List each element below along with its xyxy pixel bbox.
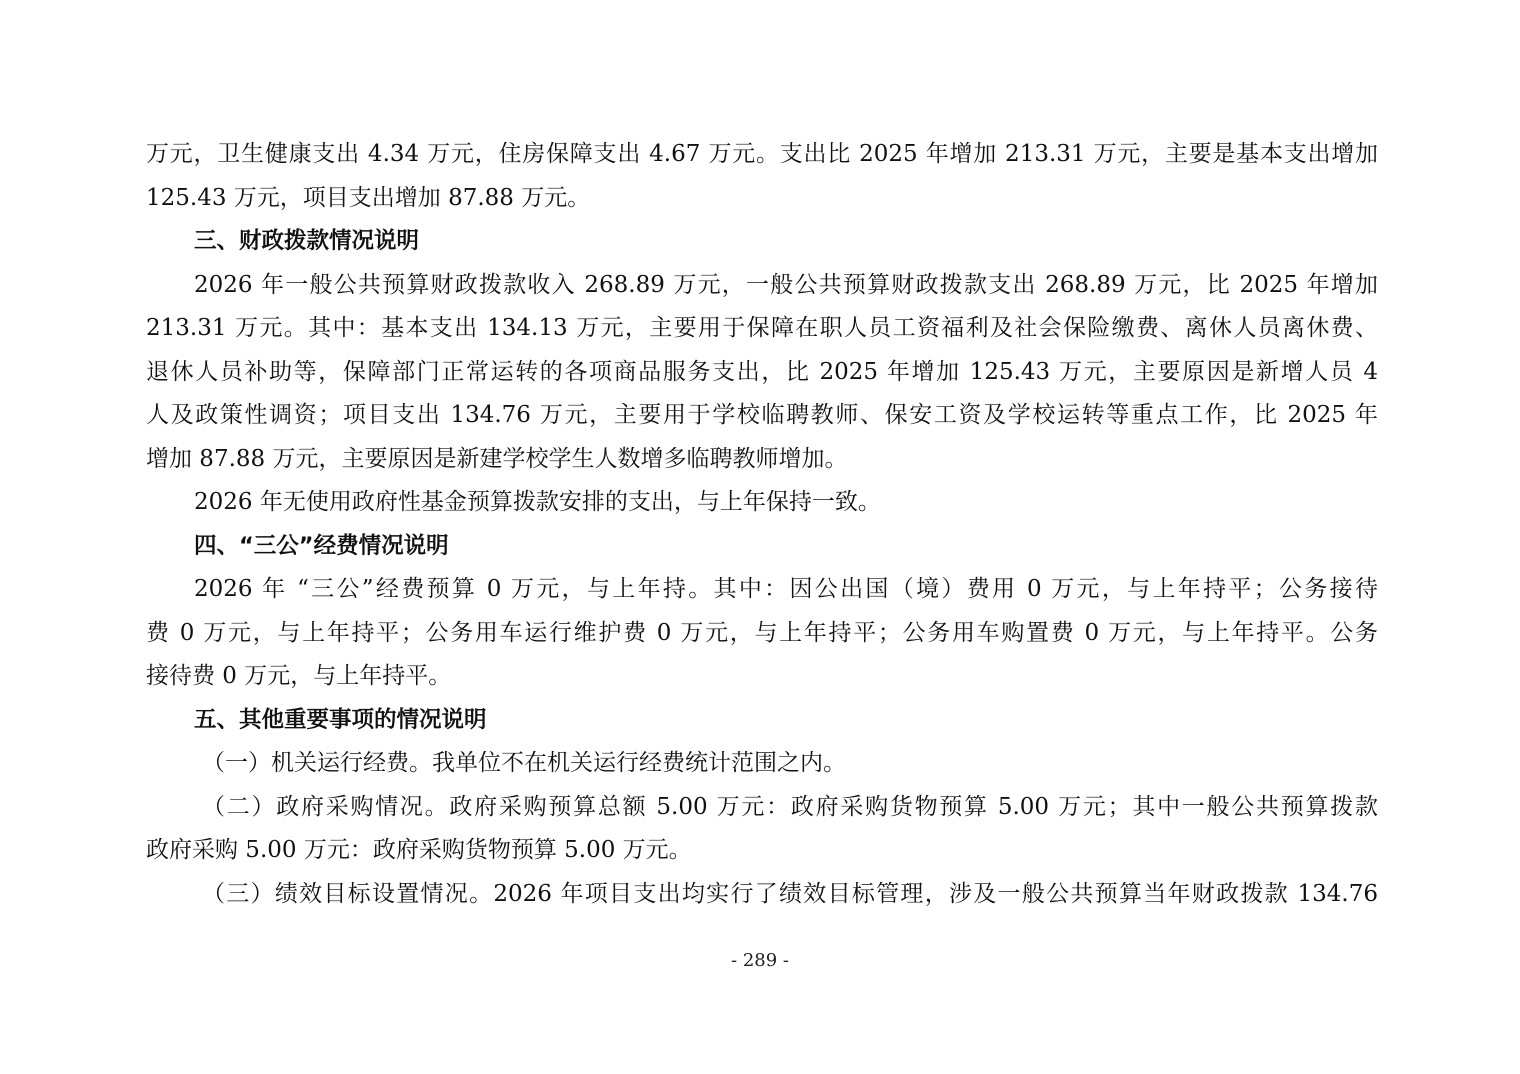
paragraph-line: 2026 年一般公共预算财政拨款收入 268.89 万元，一般公共预算财政拨款支出 268.89 万元，比 2025 年增加 — [194, 271, 1378, 298]
paragraph-line: 政府采购 5.00 万元：政府采购货物预算 5.00 万元。 — [146, 837, 692, 863]
paragraph-line: 万元，卫生健康支出 4.34 万元，住房保障支出 4.67 万元。支出比 2025 年增加 213.31 万元，主要是基本支出增加 — [146, 141, 1378, 167]
section-heading-4: 四、“三公”经费情况说明 — [194, 532, 449, 559]
paragraph-line: 退休人员补助等，保障部门正常运转的各项商品服务支出，比 2025 年增加 125.43 万元，主要原因是新增人员 4 — [146, 358, 1378, 385]
page-number: - 289 - — [731, 950, 789, 971]
section-heading-5: 五、其他重要事项的情况说明 — [194, 706, 487, 733]
paragraph-line: 2026 年 “三公”经费预算 0 万元，与上年持。其中：因公出国（境）费用 0 万元，与上年持平；公务接待 — [194, 576, 1378, 602]
paragraph-line: （三）绩效目标设置情况。2026 年项目支出均实行了绩效目标管理，涉及一般公共预算当年财政拨款 134.76 — [202, 880, 1378, 907]
paragraph-line: 人及政策性调资；项目支出 134.76 万元，主要用于学校临聘教师、保安工资及学校运转等重点工作，比 2025 年 — [146, 402, 1378, 428]
paragraph-line: （一）机关运行经费。我单位不在机关运行经费统计范围之内。 — [202, 750, 846, 776]
section-heading-3: 三、财政拨款情况说明 — [194, 228, 420, 254]
paragraph-line: （二）政府采购情况。政府采购预算总额 5.00 万元：政府采购货物预算 5.00 万元；其中一般公共预算拨款 — [202, 793, 1378, 820]
paragraph-line: 125.43 万元，项目支出增加 87.88 万元。 — [146, 184, 591, 211]
paragraph-line: 2026 年无使用政府性基金预算拨款安排的支出，与上年保持一致。 — [194, 489, 881, 515]
paragraph-line: 213.31 万元。其中：基本支出 134.13 万元，主要用于保障在职人员工资福利及社会保险缴费、离休人员离休费、 — [146, 315, 1378, 341]
body-text — [146, 133, 1378, 916]
paragraph-line: 接待费 0 万元，与上年持平。 — [146, 663, 452, 689]
paragraph-line: 费 0 万元，与上年持平；公务用车运行维护费 0 万元，与上年持平；公务用车购置费 0 万元，与上年持平。公务 — [146, 619, 1378, 646]
paragraph-line: 增加 87.88 万元，主要原因是新建学校学生人数增多临聘教师增加。 — [146, 445, 848, 472]
